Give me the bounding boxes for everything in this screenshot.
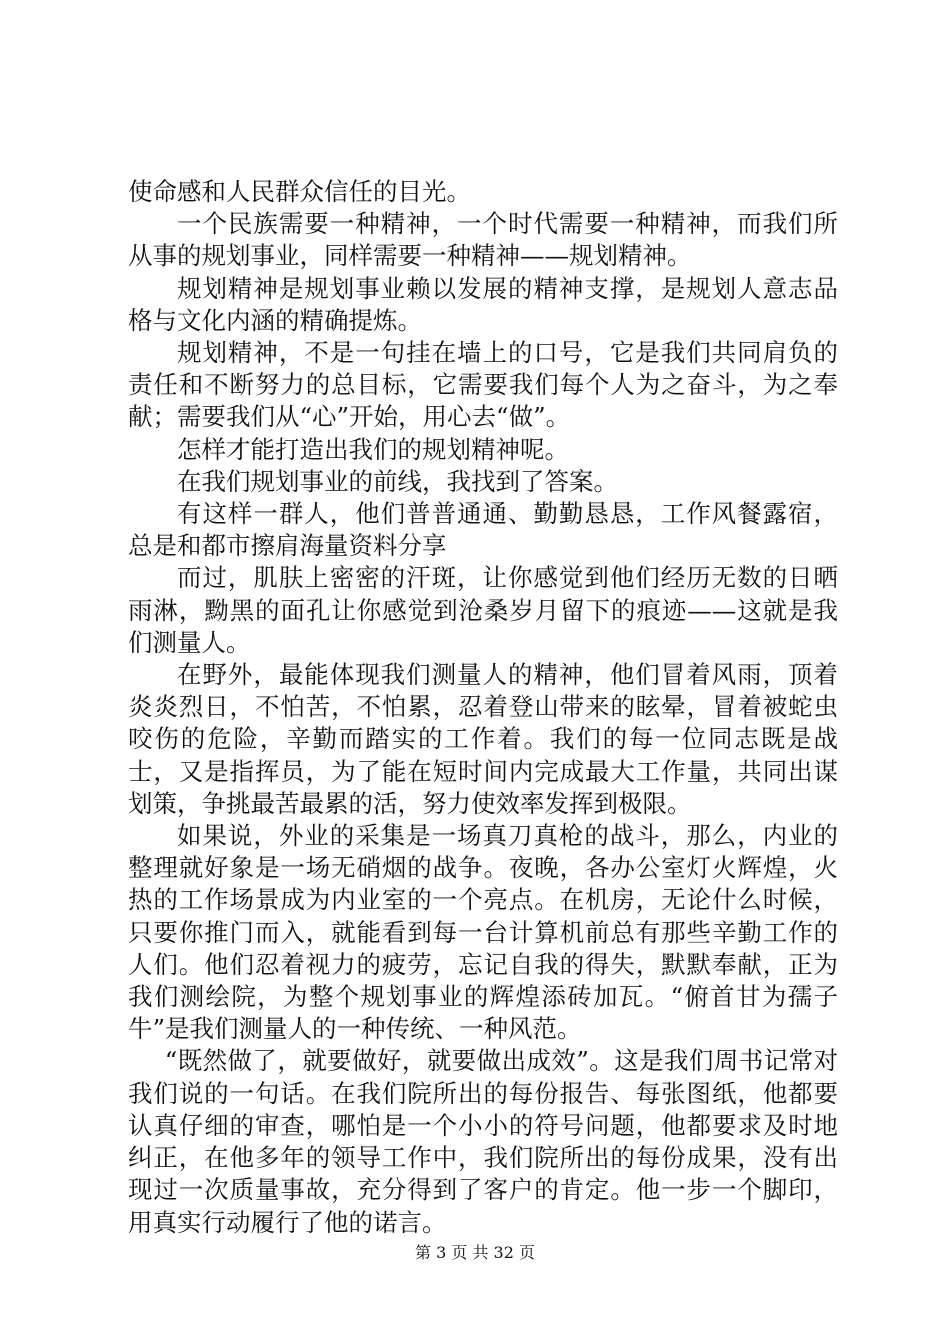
page-number-footer: 第 3 页 共 32 页: [415, 1243, 535, 1262]
paragraph: 一个民族需要一种精神，一个时代需要一种精神，而我们所从事的规划事业，同样需要一种精神——规划精神。: [128, 209, 838, 271]
paragraph: 如果说，外业的采集是一场真刀真枪的战斗，那么，内业的整理就好象是一场无硝烟的战争。夜晚，各办公室灯火辉煌，火热的工作场景成为内业室的一个亮点。在机房，无论什么时候，只要你推门而入，就能看到每一台计算机前总有那些辛勤工作的人们。他们忍着视力的疲劳，忘记自我的得失，默默奉献，正为我们测绘院，为整个规划事业的辉煌添砖加瓦。“俯首甘为孺子牛”是我们测量人的一种传统、一种风范。: [128, 821, 838, 1044]
paragraph: 而过，肌肤上密密的汗斑，让你感觉到他们经历无数的日晒雨淋，黝黑的面孔让你感觉到沧桑岁月留下的痕迹——这就是我们测量人。: [128, 563, 838, 657]
paragraph: 怎样才能打造出我们的规划精神呢。: [177, 434, 569, 464]
paragraph-continuation: 使命感和人民群众信任的目光。: [128, 177, 471, 206]
document-body: [128, 176, 838, 1239]
paragraph: 有这样一群人，他们普普通通、勤勤恳恳，工作风餐露宿，总是和都市擦肩海量资料分享: [128, 499, 838, 561]
paragraph: 在我们规划事业的前线，我找到了答案。: [177, 466, 618, 496]
paragraph: 规划精神是规划事业赖以发展的精神支撑，是规划人意志品格与文化内涵的精确提炼。: [128, 273, 838, 335]
paragraph: 在野外，最能体现我们测量人的精神，他们冒着风雨，顶着炎炎烈日，不怕苦，不怕累，忍着登山带来的眩晕，冒着被蛇虫咬伤的危险，辛勤而踏实的工作着。我们的每一位同志既是战士，又是指挥员，为了能在短时间内完成最大工作量，共同出谋划策，争挑最苦最累的活，努力使效率发挥到极限。: [128, 660, 838, 818]
paragraph: 规划精神，不是一句挂在墙上的口号，它是我们共同肩负的责任和不断努力的总目标，它需要我们每个人为之奋斗，为之奉献；需要我们从“心”开始，用心去“做”。: [128, 338, 838, 432]
paragraph: “既然做了，就要做好，就要做出成效”。这是我们周书记常对我们说的一句话。在我们院所出的每份报告、每张图纸，他都要认真仔细的审查，哪怕是一个小小的符号问题，他都要求及时地纠正，在他多年的领导工作中，我们院所出的每份成果，没有出现过一次质量事故，充分得到了客户的肯定。他一步一个脚印，用真实行动履行了他的诺言。: [128, 1046, 838, 1237]
